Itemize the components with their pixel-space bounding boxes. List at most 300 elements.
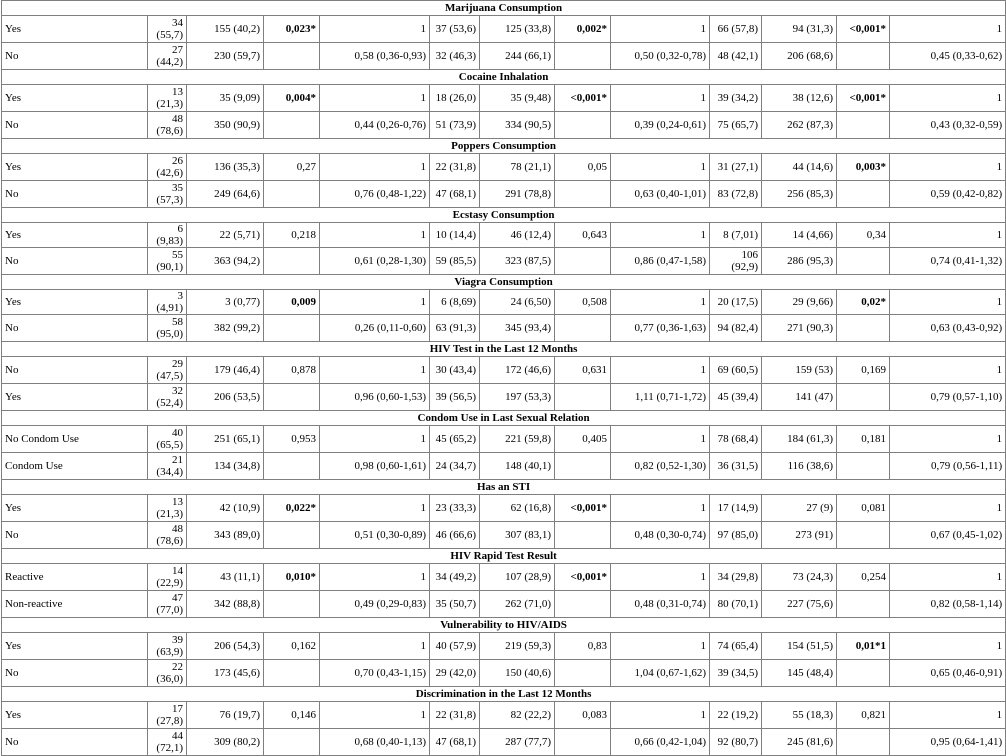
table-cell: 35 (50,7): [430, 591, 480, 618]
table-cell: [555, 522, 611, 549]
table-cell: 73 (24,3): [762, 564, 837, 591]
table-cell: 20 (17,5): [710, 290, 762, 315]
table-row: [2, 16, 1006, 43]
table-cell: 48 (78,6): [148, 112, 187, 139]
table-cell: [555, 112, 611, 139]
table-cell: 134 (34,8): [187, 453, 264, 480]
table-cell: 1,04 (0,67-1,62): [611, 660, 710, 687]
table-cell: 39 (63,9): [148, 633, 187, 660]
row-label: Reactive: [2, 564, 148, 591]
table-cell: 125 (33,8): [480, 16, 555, 43]
table-cell: 0,79 (0,56-1,11): [890, 453, 1006, 480]
table-cell: 94 (82,4): [710, 315, 762, 342]
table-cell: 3 (0,77): [187, 290, 264, 315]
table-cell: 1: [320, 223, 430, 248]
table-cell: 323 (87,5): [480, 248, 555, 275]
table-row: [2, 426, 1006, 453]
table-cell: 0,181: [837, 426, 890, 453]
table-cell: 0,508: [555, 290, 611, 315]
table-cell: 286 (95,3): [762, 248, 837, 275]
table-cell: 1: [890, 290, 1006, 315]
table-cell: 0,146: [264, 702, 320, 729]
table-row: [2, 112, 1006, 139]
table-cell: 0,083: [555, 702, 611, 729]
table-cell: 0,022*: [264, 495, 320, 522]
table-cell: 0,44 (0,26-0,76): [320, 112, 430, 139]
section-title: Poppers Consumption: [2, 139, 1006, 154]
table-row: [2, 315, 1006, 342]
row-label: Yes: [2, 384, 148, 411]
table-cell: 0,878: [264, 357, 320, 384]
table-cell: 0,63 (0,40-1,01): [611, 181, 710, 208]
table-cell: 46 (66,6): [430, 522, 480, 549]
table-cell: 172 (46,6): [480, 357, 555, 384]
table-cell: 1: [611, 633, 710, 660]
table-cell: 0,631: [555, 357, 611, 384]
row-label: Non-reactive: [2, 591, 148, 618]
table-cell: 39 (34,5): [710, 660, 762, 687]
table-cell: 1: [320, 16, 430, 43]
table-cell: 30 (43,4): [430, 357, 480, 384]
row-label: No: [2, 315, 148, 342]
section-header-row: [2, 70, 1006, 85]
table-cell: 0,49 (0,29-0,83): [320, 591, 430, 618]
table-cell: 24 (6,50): [480, 290, 555, 315]
table-cell: 150 (40,6): [480, 660, 555, 687]
table-cell: 334 (90,5): [480, 112, 555, 139]
row-label: No: [2, 181, 148, 208]
row-label: No: [2, 43, 148, 70]
table-cell: 78 (21,1): [480, 154, 555, 181]
table-cell: 31 (27,1): [710, 154, 762, 181]
table-cell: 0,66 (0,42-1,04): [611, 729, 710, 756]
table-cell: 154 (51,5): [762, 633, 837, 660]
table-cell: 1: [320, 633, 430, 660]
table-cell: 34 (29,8): [710, 564, 762, 591]
section-header-row: [2, 342, 1006, 357]
table-cell: 39 (34,2): [710, 85, 762, 112]
table-row: [2, 154, 1006, 181]
table-cell: [555, 384, 611, 411]
table-cell: 1: [890, 223, 1006, 248]
table-cell: 32 (52,4): [148, 384, 187, 411]
table-cell: 0,45 (0,33-0,62): [890, 43, 1006, 70]
row-label: Yes: [2, 85, 148, 112]
table-cell: 343 (89,0): [187, 522, 264, 549]
table-cell: 59 (85,5): [430, 248, 480, 275]
table-cell: [837, 112, 890, 139]
table-cell: 1: [890, 85, 1006, 112]
table-cell: 382 (99,2): [187, 315, 264, 342]
table-cell: [555, 729, 611, 756]
table-cell: 106 (92,9): [710, 248, 762, 275]
results-table: [1, 0, 1006, 756]
table-cell: [555, 43, 611, 70]
table-cell: 63 (91,3): [430, 315, 480, 342]
table-cell: 0,68 (0,40-1,13): [320, 729, 430, 756]
table-cell: 0,77 (0,36-1,63): [611, 315, 710, 342]
table-cell: 40 (57,9): [430, 633, 480, 660]
table-cell: 75 (65,7): [710, 112, 762, 139]
table-cell: 1: [890, 16, 1006, 43]
table-cell: [264, 181, 320, 208]
table-row: [2, 591, 1006, 618]
table-cell: 0,05: [555, 154, 611, 181]
table-cell: 22 (5,71): [187, 223, 264, 248]
table-cell: 0,405: [555, 426, 611, 453]
table-row: [2, 660, 1006, 687]
table-cell: 262 (71,0): [480, 591, 555, 618]
table-cell: 82 (22,2): [480, 702, 555, 729]
table-cell: 0,50 (0,32-0,78): [611, 43, 710, 70]
table-cell: [837, 43, 890, 70]
table-cell: 0,48 (0,30-0,74): [611, 522, 710, 549]
row-label: Yes: [2, 16, 148, 43]
table-cell: 0,821: [837, 702, 890, 729]
table-cell: 0,643: [555, 223, 611, 248]
table-cell: 27 (44,2): [148, 43, 187, 70]
table-row: [2, 495, 1006, 522]
table-cell: [264, 729, 320, 756]
table-cell: [555, 181, 611, 208]
table-cell: [837, 522, 890, 549]
table-cell: 46 (12,4): [480, 223, 555, 248]
table-cell: 47 (68,1): [430, 729, 480, 756]
section-title: HIV Rapid Test Result: [2, 549, 1006, 564]
table-cell: 0,83: [555, 633, 611, 660]
table-cell: 116 (38,6): [762, 453, 837, 480]
table-cell: 1: [611, 223, 710, 248]
table-cell: 219 (59,3): [480, 633, 555, 660]
table-cell: 1: [320, 495, 430, 522]
table-cell: [264, 112, 320, 139]
table-row: [2, 357, 1006, 384]
table-row: [2, 43, 1006, 70]
table-cell: [837, 248, 890, 275]
table-cell: 0,74 (0,41-1,32): [890, 248, 1006, 275]
table-cell: [264, 660, 320, 687]
table-cell: 17 (14,9): [710, 495, 762, 522]
table-cell: 307 (83,1): [480, 522, 555, 549]
table-cell: [837, 181, 890, 208]
table-cell: 0,51 (0,30-0,89): [320, 522, 430, 549]
table-cell: 0,82 (0,58-1,14): [890, 591, 1006, 618]
table-cell: 230 (59,7): [187, 43, 264, 70]
table-cell: 206 (54,3): [187, 633, 264, 660]
table-cell: [264, 248, 320, 275]
table-cell: 206 (53,5): [187, 384, 264, 411]
table-cell: 0,162: [264, 633, 320, 660]
table-cell: 0,004*: [264, 85, 320, 112]
section-header-row: [2, 618, 1006, 633]
table-cell: 0,26 (0,11-0,60): [320, 315, 430, 342]
table-cell: 184 (61,3): [762, 426, 837, 453]
table-cell: 1: [890, 357, 1006, 384]
table-cell: [264, 453, 320, 480]
section-header-row: [2, 208, 1006, 223]
table-cell: 0,39 (0,24-0,61): [611, 112, 710, 139]
table-row: [2, 290, 1006, 315]
table-cell: 35 (9,48): [480, 85, 555, 112]
table-cell: 291 (78,8): [480, 181, 555, 208]
table-cell: [264, 522, 320, 549]
table-cell: 36 (31,5): [710, 453, 762, 480]
table-cell: 221 (59,8): [480, 426, 555, 453]
table-cell: 44 (14,6): [762, 154, 837, 181]
table-cell: 1: [320, 154, 430, 181]
table-cell: 0,76 (0,48-1,22): [320, 181, 430, 208]
table-cell: 83 (72,8): [710, 181, 762, 208]
table-row: [2, 729, 1006, 756]
table-cell: 1: [611, 154, 710, 181]
table-row: [2, 181, 1006, 208]
table-cell: [837, 453, 890, 480]
table-cell: 76 (19,7): [187, 702, 264, 729]
table-cell: 197 (53,3): [480, 384, 555, 411]
table-cell: 1: [320, 702, 430, 729]
section-title: Vulnerability to HIV/AIDS: [2, 618, 1006, 633]
table-cell: 6 (9,83): [148, 223, 187, 248]
table-cell: 244 (66,1): [480, 43, 555, 70]
table-cell: 10 (14,4): [430, 223, 480, 248]
table-cell: 62 (16,8): [480, 495, 555, 522]
table-cell: 17 (27,8): [148, 702, 187, 729]
table-cell: 22 (36,0): [148, 660, 187, 687]
section-header-row: [2, 139, 1006, 154]
section-title: Discrimination in the Last 12 Months: [2, 687, 1006, 702]
table-cell: 0,003*: [837, 154, 890, 181]
table-cell: 0,61 (0,28-1,30): [320, 248, 430, 275]
section-title: HIV Test in the Last 12 Months: [2, 342, 1006, 357]
table-cell: <0,001*: [837, 16, 890, 43]
table-cell: 245 (81,6): [762, 729, 837, 756]
section-header-row: [2, 480, 1006, 495]
table-cell: 0,02*: [837, 290, 890, 315]
table-cell: 136 (35,3): [187, 154, 264, 181]
table-row: [2, 248, 1006, 275]
row-label: No: [2, 357, 148, 384]
table-cell: <0,001*: [555, 564, 611, 591]
table-cell: 1: [611, 426, 710, 453]
table-cell: [264, 315, 320, 342]
table-cell: 262 (87,3): [762, 112, 837, 139]
table-cell: [837, 384, 890, 411]
table-cell: 1: [611, 702, 710, 729]
table-cell: 1: [611, 290, 710, 315]
table-cell: 0,79 (0,57-1,10): [890, 384, 1006, 411]
table-cell: 22 (31,8): [430, 154, 480, 181]
table-cell: [837, 660, 890, 687]
table-cell: 1: [890, 495, 1006, 522]
table-cell: 29 (9,66): [762, 290, 837, 315]
table-cell: 0,63 (0,43-0,92): [890, 315, 1006, 342]
table-cell: 14 (4,66): [762, 223, 837, 248]
row-label: No: [2, 112, 148, 139]
table-row: [2, 453, 1006, 480]
table-cell: 0,96 (0,60-1,53): [320, 384, 430, 411]
table-cell: 37 (53,6): [430, 16, 480, 43]
table-cell: 47 (77,0): [148, 591, 187, 618]
table-cell: [264, 43, 320, 70]
table-cell: 1: [611, 495, 710, 522]
table-cell: 0,254: [837, 564, 890, 591]
table-cell: 0,009: [264, 290, 320, 315]
row-label: Yes: [2, 702, 148, 729]
section-title: Ecstasy Consumption: [2, 208, 1006, 223]
table-row: [2, 85, 1006, 112]
table-cell: 0,70 (0,43-1,15): [320, 660, 430, 687]
table-cell: 0,023*: [264, 16, 320, 43]
table-cell: 45 (39,4): [710, 384, 762, 411]
table-cell: 363 (94,2): [187, 248, 264, 275]
table-cell: 27 (9): [762, 495, 837, 522]
row-label: No: [2, 522, 148, 549]
table-cell: 92 (80,7): [710, 729, 762, 756]
table-cell: [555, 591, 611, 618]
table-cell: 29 (42,0): [430, 660, 480, 687]
section-header-row: [2, 687, 1006, 702]
table-row: [2, 702, 1006, 729]
row-label: No: [2, 660, 148, 687]
table-cell: 0,95 (0,64-1,41): [890, 729, 1006, 756]
table-cell: 34 (49,2): [430, 564, 480, 591]
table-cell: [837, 729, 890, 756]
section-header-row: [2, 1, 1006, 16]
section-title: Has an STI: [2, 480, 1006, 495]
table-cell: 148 (40,1): [480, 453, 555, 480]
table-cell: 35 (9,09): [187, 85, 264, 112]
table-cell: 94 (31,3): [762, 16, 837, 43]
table-cell: 1: [611, 85, 710, 112]
table-cell: 1: [890, 633, 1006, 660]
table-cell: 0,59 (0,42-0,82): [890, 181, 1006, 208]
table-cell: 34 (55,7): [148, 16, 187, 43]
table-row: [2, 633, 1006, 660]
table-cell: 342 (88,8): [187, 591, 264, 618]
table-cell: 13 (21,3): [148, 495, 187, 522]
table-cell: 51 (73,9): [430, 112, 480, 139]
table-cell: 1: [320, 85, 430, 112]
table-cell: [264, 384, 320, 411]
row-label: No Condom Use: [2, 426, 148, 453]
section-title: Condom Use in Last Sexual Relation: [2, 411, 1006, 426]
table-cell: 47 (68,1): [430, 181, 480, 208]
section-title: Viagra Consumption: [2, 275, 1006, 290]
table-cell: 1: [320, 357, 430, 384]
table-cell: 251 (65,1): [187, 426, 264, 453]
row-label: Yes: [2, 154, 148, 181]
table-cell: 350 (90,9): [187, 112, 264, 139]
table-cell: 0,43 (0,32-0,59): [890, 112, 1006, 139]
table-cell: [555, 248, 611, 275]
table-cell: 32 (46,3): [430, 43, 480, 70]
table-cell: 145 (48,4): [762, 660, 837, 687]
table-cell: 206 (68,6): [762, 43, 837, 70]
table-cell: [555, 453, 611, 480]
table-cell: [264, 591, 320, 618]
table-cell: 22 (31,8): [430, 702, 480, 729]
table-cell: 345 (93,4): [480, 315, 555, 342]
table-cell: 0,98 (0,60-1,61): [320, 453, 430, 480]
table-cell: 0,82 (0,52-1,30): [611, 453, 710, 480]
table-cell: 42 (10,9): [187, 495, 264, 522]
table-cell: 256 (85,3): [762, 181, 837, 208]
table-cell: 48 (42,1): [710, 43, 762, 70]
table-cell: <0,001*: [555, 495, 611, 522]
table-cell: 0,58 (0,36-0,93): [320, 43, 430, 70]
table-cell: 0,48 (0,31-0,74): [611, 591, 710, 618]
section-header-row: [2, 411, 1006, 426]
table-cell: 0,081: [837, 495, 890, 522]
section-header-row: [2, 549, 1006, 564]
table-cell: 55 (18,3): [762, 702, 837, 729]
row-label: No: [2, 248, 148, 275]
table-cell: 0,010*: [264, 564, 320, 591]
table-cell: 13 (21,3): [148, 85, 187, 112]
section-title: Marijuana Consumption: [2, 1, 1006, 16]
table-row: [2, 384, 1006, 411]
table-cell: 6 (8,69): [430, 290, 480, 315]
table-row: [2, 223, 1006, 248]
table-cell: 44 (72,1): [148, 729, 187, 756]
table-cell: 273 (91): [762, 522, 837, 549]
table-cell: 29 (47,5): [148, 357, 187, 384]
table-cell: 1: [611, 564, 710, 591]
table-cell: 38 (12,6): [762, 85, 837, 112]
table-cell: 1: [890, 702, 1006, 729]
row-label: Yes: [2, 633, 148, 660]
row-label: Yes: [2, 495, 148, 522]
table-cell: 0,01*1: [837, 633, 890, 660]
table-cell: 8 (7,01): [710, 223, 762, 248]
table-row: [2, 522, 1006, 549]
table-cell: 227 (75,6): [762, 591, 837, 618]
table-cell: 287 (77,7): [480, 729, 555, 756]
table-cell: 249 (64,6): [187, 181, 264, 208]
table-cell: 1,11 (0,71-1,72): [611, 384, 710, 411]
table-cell: 1: [611, 357, 710, 384]
table-cell: 66 (57,8): [710, 16, 762, 43]
table-cell: [555, 660, 611, 687]
table-cell: 141 (47): [762, 384, 837, 411]
table-cell: 58 (95,0): [148, 315, 187, 342]
table-cell: 271 (90,3): [762, 315, 837, 342]
table-cell: 179 (46,4): [187, 357, 264, 384]
table-cell: 155 (40,2): [187, 16, 264, 43]
row-label: No: [2, 729, 148, 756]
table-cell: 43 (11,1): [187, 564, 264, 591]
table-cell: 1: [890, 154, 1006, 181]
table-cell: 21 (34,4): [148, 453, 187, 480]
table-body: [2, 1, 1006, 756]
table-cell: [837, 591, 890, 618]
table-cell: 97 (85,0): [710, 522, 762, 549]
table-cell: 69 (60,5): [710, 357, 762, 384]
table-cell: 173 (45,6): [187, 660, 264, 687]
table-cell: 22 (19,2): [710, 702, 762, 729]
row-label: Yes: [2, 223, 148, 248]
table-cell: 1: [320, 564, 430, 591]
table-cell: 14 (22,9): [148, 564, 187, 591]
table-cell: 0,218: [264, 223, 320, 248]
table-cell: [837, 315, 890, 342]
table-cell: 55 (90,1): [148, 248, 187, 275]
table-cell: 0,67 (0,45-1,02): [890, 522, 1006, 549]
table-row: [2, 564, 1006, 591]
table-cell: 3 (4,91): [148, 290, 187, 315]
table-cell: 40 (65,5): [148, 426, 187, 453]
table-cell: 159 (53): [762, 357, 837, 384]
